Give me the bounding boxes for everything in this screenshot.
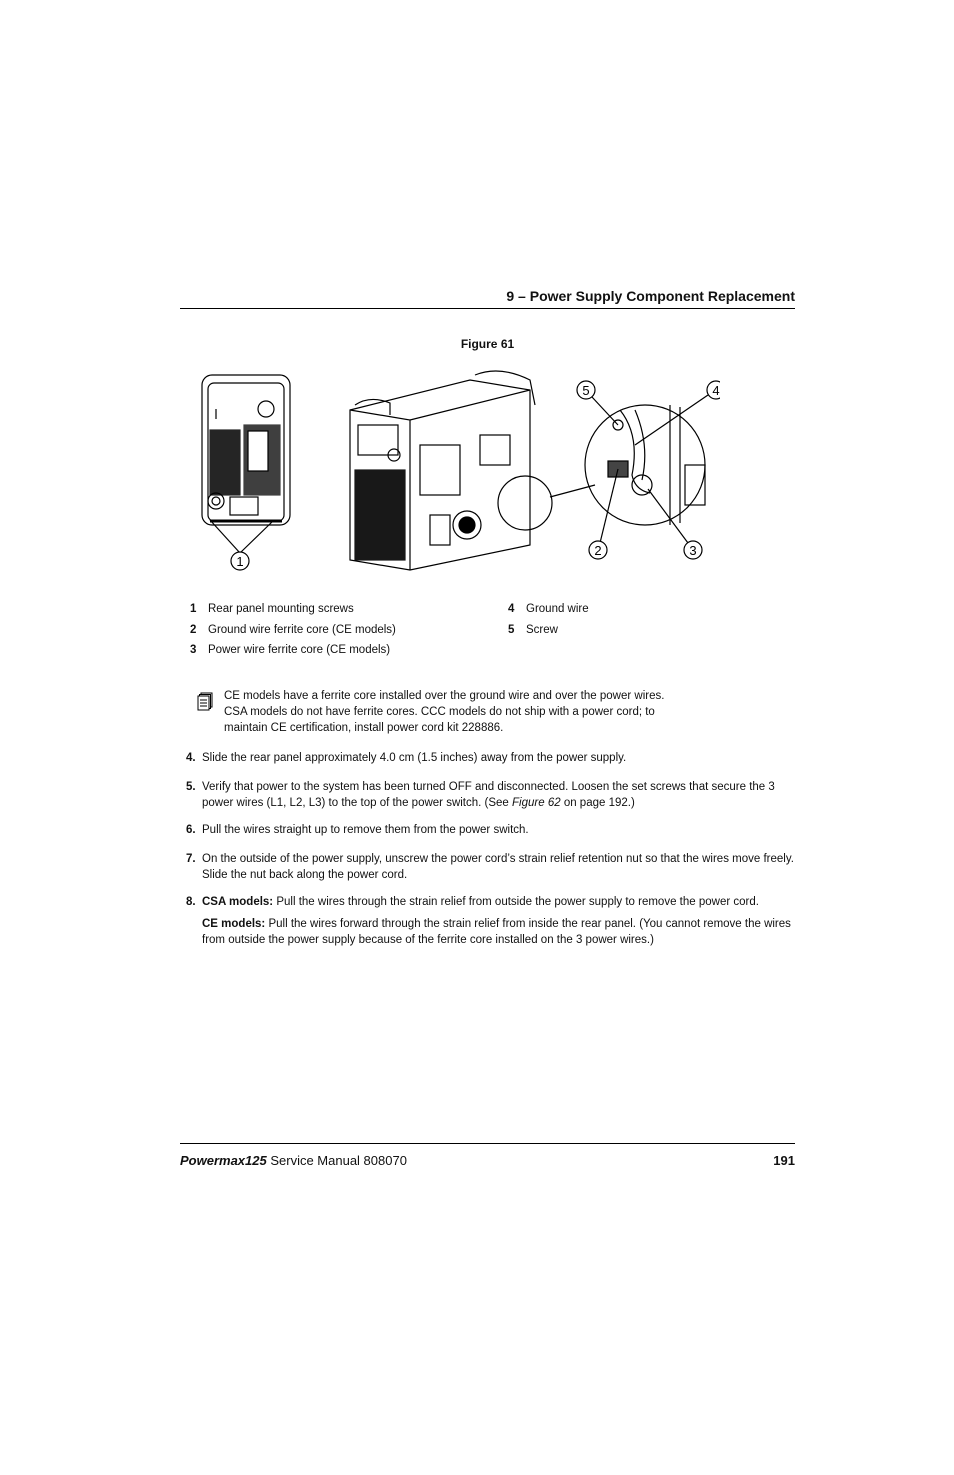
power-supply-illustration: [180, 365, 720, 590]
legend-item: 1 Rear panel mounting screws: [190, 603, 354, 615]
power-supply-unit-drawing: [350, 371, 552, 570]
callout-2-label: 2: [594, 543, 602, 558]
footer-rule: [180, 1143, 795, 1144]
figure-reference: Figure 62: [512, 796, 561, 809]
step-8: 8. CSA models: Pull the wires through the strain relief from outside the power supply to remove the power cord.: [186, 896, 759, 908]
callout-5-label: 5: [582, 383, 590, 398]
section-title: 9 – Power Supply Component Replacement: [506, 288, 795, 304]
callout-4-label: 4: [712, 383, 720, 398]
step-6: 6. Pull the wires straight up to remove them from the power switch.: [186, 824, 529, 836]
step-5: 5. Verify that power to the system has been turned OFF and disconnected. Loosen the set screws that secure the 3 power wires (L1, L2, L3) to the top of the power switch. (See Figure 62 on page 192.): [186, 781, 775, 809]
step-8-ce: CE models: Pull the wires forward through the strain relief from inside the rear panel. (You cannot remove the wires from outside the power supply because of the ferrite core installed on the 3 power wires.): [202, 918, 791, 946]
figure-title: Figure 61: [460, 337, 515, 351]
manual-id: Service Manual 808070: [266, 1153, 407, 1168]
legend-item: 4 Ground wire: [508, 603, 589, 615]
step-7: 7. On the outside of the power supply, unscrew the power cord’s strain relief retention nut so that the wires move freely. Slide the nut back along the power cord.: [186, 853, 794, 881]
footer: [180, 1153, 795, 1168]
legend-item: 5 Screw: [508, 624, 558, 636]
detail-view-drawing: [585, 405, 705, 525]
legend-item: 2 Ground wire ferrite core (CE models): [190, 624, 396, 636]
step-4: 4. Slide the rear panel approximately 4.0 cm (1.5 inches) away from the power supply.: [186, 752, 627, 764]
header-rule: [180, 308, 795, 309]
note-icon: [197, 692, 213, 712]
brand-name: Powermax125: [180, 1153, 267, 1168]
callout-1-label: 1: [236, 554, 244, 569]
rear-panel-drawing: [202, 375, 290, 525]
note-text: CE models have a ferrite core installed over the ground wire and over the power wires. CSA models do not have ferrite cores. CCC models do not ship with a power cord; to maintain CE certification, install power cord kit 228886.: [224, 690, 665, 734]
legend-item: 3 Power wire ferrite core (CE models): [190, 644, 391, 656]
page-number: 191: [773, 1153, 795, 1168]
callout-3-label: 3: [689, 543, 697, 558]
